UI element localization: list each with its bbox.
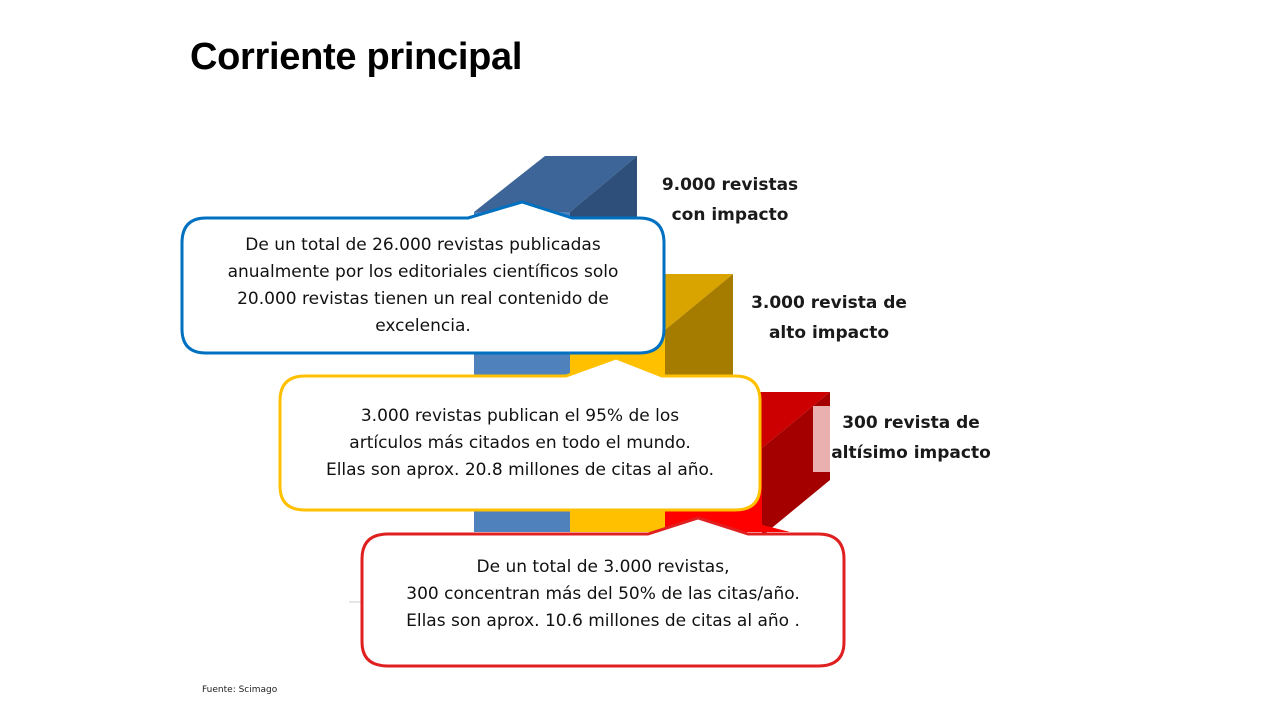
label-red-line2: altísimo impacto [831,443,991,463]
label-yellow-line1: 3.000 revista de [751,293,907,313]
callout-blue-line: excelencia. [375,316,471,336]
label-yellow-line2: alto impacto [768,323,890,343]
callout-red-line: 300 concentran más del 50% de las citas/año. [406,584,800,604]
label-yellow-block [738,288,920,348]
callout-blue-line: De un total de 26.000 revistas publicadas [245,235,601,255]
label-red-line1: 300 revista de [842,413,980,433]
callout-blue-text [182,232,664,340]
label-blue-line1: 9.000 revistas [661,175,799,195]
source-note: Fuente: Scimago [202,685,278,695]
label-red-block [818,408,1004,468]
callout-yellow-text [280,403,760,484]
label-blue-block [650,170,810,230]
callout-yellow-line: Ellas son aprox. 20.8 millones de citas al año. [325,460,715,480]
label-blue-line2: con impacto [671,205,789,225]
callout-red-line: Ellas son aprox. 10.6 millones de citas al año . [406,611,800,631]
callout-red-line: De un total de 3.000 revistas, [476,557,730,577]
callout-blue-line: anualmente por los editoriales científicos solo [227,262,619,282]
callout-red-text [362,554,844,635]
callout-blue-line: 20.000 revistas tienen un real contenido de [237,289,609,309]
callout-yellow-line: 3.000 revistas publican el 95% de los [360,406,680,426]
callout-yellow-line: artículos más citados en todo el mundo. [349,433,691,453]
slide-title: Corriente principal [190,36,523,78]
